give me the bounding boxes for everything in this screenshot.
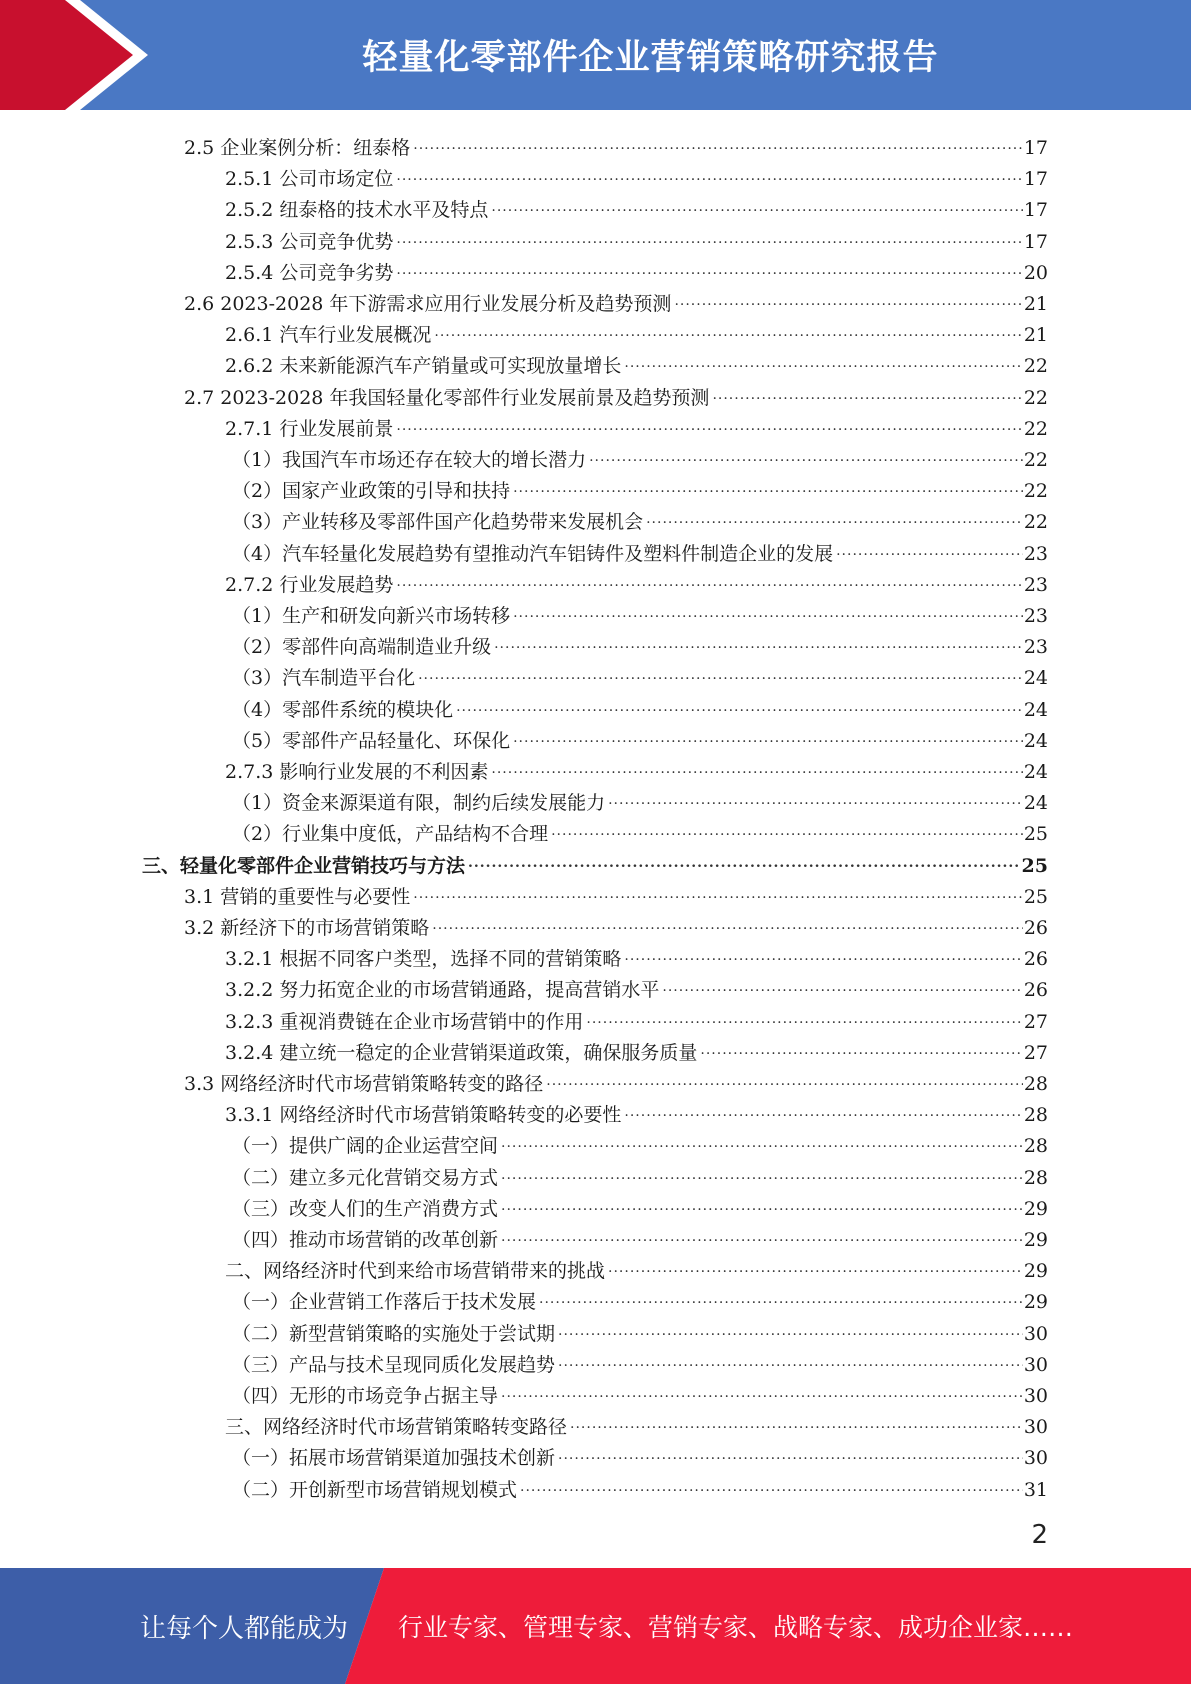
toc-entry-page: 30: [1023, 1385, 1048, 1407]
toc-entry-label: 3.1 营销的重要性与必要性: [184, 885, 411, 908]
toc-entry-label: 2.6 2023-2028 年下游需求应用行业发展分析及趋势预测: [184, 293, 672, 315]
toc-entry[interactable]: [232, 471, 1048, 502]
toc-entry[interactable]: [142, 846, 1048, 877]
footer-slogan-left: 让每个人都能成为: [140, 1613, 349, 1644]
toc-entry[interactable]: [184, 877, 1048, 908]
toc-leader-dots: [589, 446, 1023, 468]
toc-entry-page: 28: [1023, 1166, 1048, 1189]
toc-entry-page: 30: [1023, 1416, 1048, 1439]
toc-entry-label: （三）产品与技术呈现同质化发展趋势: [232, 1353, 556, 1376]
toc-entry-label: 2.6.1 汽车行业发展概况: [225, 324, 432, 347]
toc-leader-dots: [624, 945, 1022, 967]
toc-entry-page: 24: [1023, 761, 1048, 783]
toc-entry-page: 25: [1023, 885, 1048, 908]
toc-entry-label: 2.5.1 公司市场定位: [225, 168, 394, 191]
toc-entry-label: （二）开创新型市场营销规划模式: [232, 1478, 518, 1501]
toc-entry-page: 26: [1023, 979, 1048, 1002]
toc-entry[interactable]: [225, 939, 1048, 970]
toc-entry[interactable]: [225, 1095, 1048, 1126]
toc-entry[interactable]: [225, 190, 1048, 221]
toc-entry[interactable]: [232, 534, 1048, 565]
toc-entry-label: 2.7.3 影响行业发展的不利因素: [225, 761, 489, 783]
toc-entry-page: 29: [1023, 1229, 1048, 1251]
page-number: 2: [1031, 1520, 1048, 1550]
toc-entry-label: 二、网络经济时代到来给市场营销带来的挑战: [225, 1260, 606, 1283]
toc-entry-page: 22: [1023, 355, 1048, 378]
footer-banner: [0, 1568, 1191, 1684]
toc-leader-dots: [513, 602, 1023, 624]
toc-entry-page: 30: [1023, 1322, 1048, 1345]
toc-leader-dots: [624, 352, 1022, 374]
toc-entry-label: 三、轻量化零部件企业营销技巧与方法: [142, 854, 466, 877]
toc-entry-label: （一）拓展市场营销渠道加强技术创新: [232, 1447, 556, 1470]
toc-entry-page: 22: [1023, 417, 1048, 440]
toc-entry-page: 28: [1023, 1073, 1048, 1095]
toc-entry-page: 30: [1023, 1447, 1048, 1470]
toc-entry-page: 28: [1023, 1104, 1048, 1127]
toc-entry-label: 三、网络经济时代市场营销策略转变路径: [225, 1416, 568, 1439]
toc-leader-dots: [558, 1351, 1023, 1373]
toc-entry-page: 22: [1023, 511, 1048, 534]
toc-entry[interactable]: [225, 1251, 1048, 1282]
toc-entry-page: 29: [1023, 1197, 1048, 1220]
toc-leader-dots: [396, 415, 1022, 437]
toc-entry-label: （3）汽车制造平台化: [232, 667, 416, 690]
toc-entry-page: 21: [1023, 324, 1048, 347]
toc-entry[interactable]: [232, 1189, 1048, 1220]
toc-entry-page: 24: [1023, 698, 1048, 721]
toc-entry-label: 2.5.3 公司竞争优势: [225, 230, 394, 253]
toc-leader-dots: [586, 1008, 1022, 1030]
toc-leader-dots: [501, 1382, 1023, 1404]
toc-entry-page: 20: [1023, 261, 1048, 284]
toc-leader-dots: [513, 477, 1023, 499]
toc-leader-dots: [456, 696, 1023, 718]
toc-entry[interactable]: [225, 222, 1048, 253]
toc-entry[interactable]: [225, 253, 1048, 284]
toc-entry-page: 26: [1023, 948, 1048, 971]
toc-entry-page: 22: [1023, 449, 1048, 471]
toc-leader-dots: [520, 1476, 1023, 1498]
toc-entry-label: 2.5 企业案例分析：纽泰格: [184, 137, 411, 159]
toc-leader-dots: [558, 1444, 1023, 1466]
toc-entry[interactable]: [225, 346, 1048, 377]
toc-entry[interactable]: [232, 690, 1048, 721]
toc-entry-label: （4）零部件系统的模块化: [232, 698, 454, 721]
toc-entry[interactable]: [184, 378, 1048, 409]
toc-entry-label: （1）我国汽车市场还存在较大的增长潜力: [232, 449, 587, 471]
toc-leader-dots: [418, 664, 1023, 686]
toc-entry[interactable]: [225, 565, 1048, 596]
toc-entry[interactable]: [232, 783, 1048, 814]
toc-entry-page: 17: [1023, 199, 1048, 222]
toc-leader-dots: [662, 976, 1022, 998]
toc-leader-dots: [501, 1226, 1023, 1248]
toc-leader-dots: [539, 1288, 1023, 1310]
toc-entry-label: 2.6.2 未来新能源汽车产销量或可实现放量增长: [225, 355, 622, 378]
toc-entry-page: 24: [1023, 792, 1048, 815]
toc-leader-dots: [501, 1164, 1023, 1186]
toc-entry[interactable]: [232, 1376, 1048, 1407]
toc-entry-label: 3.2.4 建立统一稳定的企业营销渠道政策，确保服务质量: [225, 1041, 698, 1064]
toc-entry-label: 3.3 网络经济时代市场营销策略转变的路径: [184, 1073, 544, 1095]
toc-entry[interactable]: [232, 658, 1048, 689]
toc-leader-dots: [712, 384, 1022, 406]
toc-leader-dots: [413, 134, 1023, 156]
toc-entry[interactable]: [232, 1470, 1048, 1501]
toc-leader-dots: [546, 1070, 1023, 1092]
toc-entry-label: 3.2.3 重视消费链在企业市场营销中的作用: [225, 1010, 584, 1033]
toc-entry-label: （4）汽车轻量化发展趋势有望推动汽车铝铸件及塑料件制造企业的发展: [232, 542, 834, 565]
toc-entry-page: 25: [1021, 854, 1048, 877]
toc-entry-page: 27: [1023, 1041, 1048, 1064]
toc-entry-page: 17: [1023, 168, 1048, 191]
toc-entry-page: 24: [1023, 729, 1048, 752]
toc-entry-page: 22: [1023, 480, 1048, 503]
toc-leader-dots: [624, 1101, 1022, 1123]
toc-entry-page: 29: [1023, 1260, 1048, 1283]
toc-entry-label: 2.7.1 行业发展前景: [225, 417, 394, 440]
toc-entry-label: （2）行业集中度低，产品结构不合理: [232, 823, 549, 846]
toc-entry-label: 3.2.1 根据不同客户类型，选择不同的营销策略: [225, 948, 622, 971]
toc-entry[interactable]: [232, 1126, 1048, 1157]
toc-leader-dots: [396, 165, 1022, 187]
toc-entry[interactable]: [225, 1002, 1048, 1033]
toc-entry-page: 27: [1023, 1010, 1048, 1033]
toc-leader-dots: [836, 540, 1023, 562]
toc-entry-page: 17: [1023, 230, 1048, 253]
toc-leader-dots: [494, 633, 1023, 655]
toc-entry-page: 21: [1023, 293, 1048, 315]
toc-entry[interactable]: [232, 1345, 1048, 1376]
toc-entry[interactable]: [225, 752, 1048, 783]
toc-entry-label: （二）建立多元化营销交易方式: [232, 1166, 499, 1189]
toc-entry-label: （5）零部件产品轻量化、环保化: [232, 729, 511, 752]
toc-entry-label: 2.5.2 纽泰格的技术水平及特点: [225, 199, 489, 222]
toc-entry-page: 22: [1023, 386, 1048, 409]
toc-entry[interactable]: [184, 1064, 1048, 1095]
toc-entry-page: 23: [1023, 573, 1048, 596]
toc-entry[interactable]: [225, 1407, 1048, 1438]
toc-entry-page: 23: [1023, 605, 1048, 627]
report-header: [0, 0, 1191, 110]
toc-leader-dots: [501, 1195, 1023, 1217]
toc-leader-dots: [432, 914, 1023, 936]
toc-entry-label: 2.7.2 行业发展趋势: [225, 573, 394, 596]
toc-entry[interactable]: [232, 1220, 1048, 1251]
report-title: 轻量化零部件企业营销策略研究报告: [362, 38, 939, 78]
toc-leader-dots: [608, 1257, 1023, 1279]
toc-leader-dots: [674, 290, 1022, 312]
toc-entry[interactable]: [225, 1033, 1048, 1064]
toc-entry[interactable]: [232, 627, 1048, 658]
toc-entry-label: （1）生产和研发向新兴市场转移: [232, 605, 511, 627]
toc-entry-label: （二）新型营销策略的实施处于尝试期: [232, 1322, 556, 1345]
toc-entry[interactable]: [232, 1438, 1048, 1469]
toc-entry[interactable]: [232, 814, 1048, 845]
toc-leader-dots: [413, 883, 1023, 905]
toc-entry-page: 23: [1023, 542, 1048, 565]
toc-entry[interactable]: [232, 1314, 1048, 1345]
toc-entry-page: 25: [1023, 823, 1048, 846]
footer-slogan-right: 行业专家、管理专家、营销专家、战略专家、成功企业家……: [398, 1613, 1074, 1642]
toc-entry-label: （三）改变人们的生产消费方式: [232, 1197, 499, 1220]
toc-entry[interactable]: [232, 721, 1048, 752]
toc-leader-dots: [700, 1039, 1022, 1061]
toc-leader-dots: [396, 571, 1022, 593]
toc-entry[interactable]: [225, 159, 1048, 190]
toc-entry-page: 24: [1023, 667, 1048, 690]
toc-entry-page: 30: [1023, 1353, 1048, 1376]
toc-entry-page: 29: [1023, 1291, 1048, 1314]
toc-entry-label: （四）推动市场营销的改革创新: [232, 1229, 499, 1251]
toc-entry[interactable]: [184, 128, 1048, 159]
toc-entry[interactable]: [225, 409, 1048, 440]
toc-entry-label: （一）提供广阔的企业运营空间: [232, 1135, 499, 1158]
toc-entry[interactable]: [184, 908, 1048, 939]
toc-entry[interactable]: [232, 596, 1048, 627]
toc-leader-dots: [513, 727, 1023, 749]
toc-entry-label: 3.2.2 努力拓宽企业的市场营销通路，提高营销水平: [225, 979, 660, 1002]
toc-entry-label: （1）资金来源渠道有限，制约后续发展能力: [232, 792, 606, 815]
toc-entry-label: 3.3.1 网络经济时代市场营销策略转变的必要性: [225, 1104, 622, 1127]
toc-entry-label: （2）零部件向高端制造业升级: [232, 636, 492, 659]
toc-leader-dots: [396, 259, 1022, 281]
toc-entry-page: 17: [1023, 137, 1048, 159]
toc-entry[interactable]: [232, 440, 1048, 471]
toc-entry[interactable]: [232, 1282, 1048, 1313]
toc-leader-dots: [468, 852, 1021, 874]
toc-leader-dots: [491, 196, 1022, 218]
red-chevron-decoration: [0, 0, 150, 110]
toc-entry[interactable]: [184, 284, 1048, 315]
toc-entry-label: （2）国家产业政策的引导和扶持: [232, 480, 511, 503]
toc-entry[interactable]: [225, 315, 1048, 346]
toc-leader-dots: [396, 228, 1022, 250]
toc-entry[interactable]: [232, 502, 1048, 533]
toc-leader-dots: [608, 789, 1023, 811]
toc-entry-page: 28: [1023, 1135, 1048, 1158]
toc-leader-dots: [434, 321, 1022, 343]
toc-entry[interactable]: [232, 1158, 1048, 1189]
toc-entry-label: 2.7 2023-2028 年我国轻量化零部件行业发展前景及趋势预测: [184, 386, 710, 409]
toc-entry[interactable]: [225, 970, 1048, 1001]
toc-entry-label: 3.2 新经济下的市场营销策略: [184, 917, 430, 939]
toc-entry-page: 23: [1023, 636, 1048, 659]
toc-leader-dots: [646, 508, 1023, 530]
toc-entry-page: 31: [1023, 1478, 1048, 1501]
toc-leader-dots: [551, 820, 1023, 842]
toc-leader-dots: [501, 1132, 1023, 1154]
toc-entry-page: 26: [1023, 917, 1048, 939]
toc-entry-label: （一）企业营销工作落后于技术发展: [232, 1291, 537, 1314]
toc-entry-label: 2.5.4 公司竞争劣势: [225, 261, 394, 284]
toc-leader-dots: [491, 758, 1022, 780]
toc-leader-dots: [570, 1413, 1023, 1435]
toc-entry-label: （3）产业转移及零部件国产化趋势带来发展机会: [232, 511, 644, 534]
toc-entry-label: （四）无形的市场竞争占据主导: [232, 1385, 499, 1407]
toc-leader-dots: [558, 1320, 1023, 1342]
